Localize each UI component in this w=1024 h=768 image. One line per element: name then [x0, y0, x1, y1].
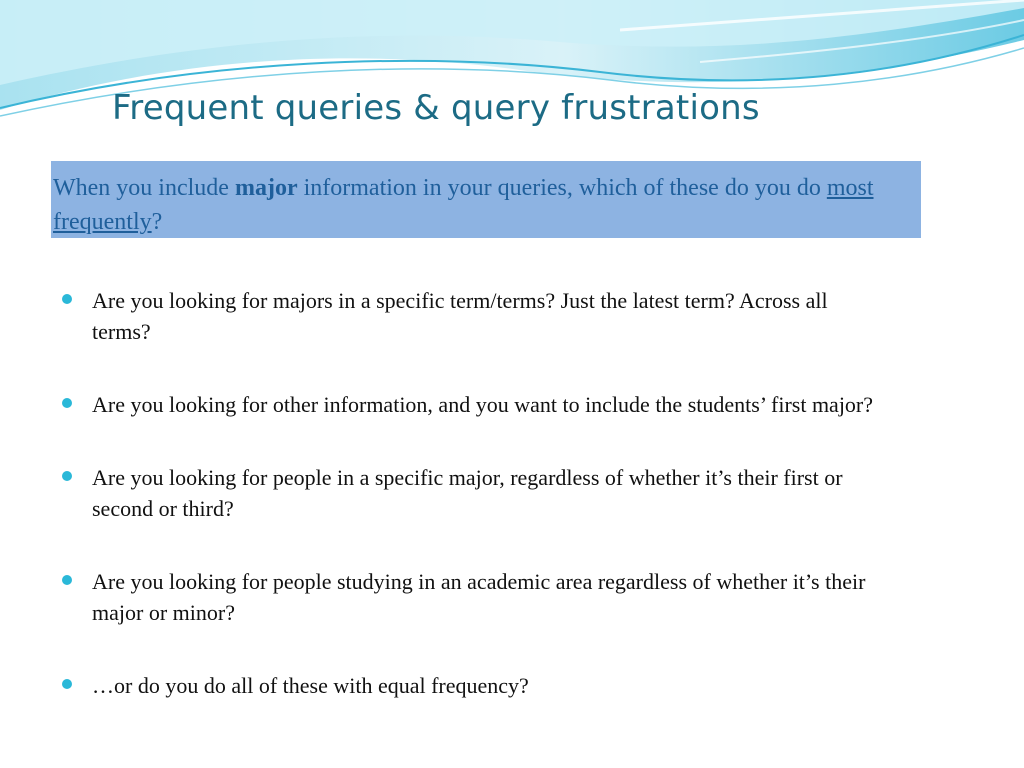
bullet-text: Are you looking for people in a specific major, regardless of whether it’s their first or second or third? — [92, 465, 843, 521]
bullet-list — [60, 285, 890, 701]
bullet-item — [60, 462, 890, 524]
bullet-text: Are you looking for people studying in an academic area regardless of whether it’s their major or minor? — [92, 569, 866, 625]
bullet-dot-icon — [62, 471, 72, 481]
question-callout — [51, 161, 921, 238]
bullet-dot-icon — [62, 575, 72, 585]
bullet-text: Are you looking for other information, and you want to include the students’ first major? — [92, 392, 874, 417]
question-text-part1: When you include — [53, 175, 235, 201]
bullet-text: …or do you do all of these with equal frequency? — [92, 673, 529, 698]
bullet-dot-icon — [62, 679, 72, 689]
bullet-dot-icon — [62, 398, 72, 408]
bullet-item — [60, 389, 890, 420]
bullet-item — [60, 285, 890, 347]
bullet-item — [60, 670, 890, 701]
question-text-part2: information in your queries, which of these do you do — [297, 175, 827, 201]
question-emphasis-major: major — [234, 175, 298, 201]
bullet-dot-icon — [62, 294, 72, 304]
question-emphasis-most-frequently: most frequently — [53, 175, 874, 235]
bullet-text: Are you looking for majors in a specific term/terms? Just the latest term? Across all terms? — [92, 288, 828, 344]
bullet-item — [60, 566, 890, 628]
question-text-part3: ? — [151, 209, 163, 235]
slide-title: Frequent queries & query frustrations — [112, 88, 760, 128]
